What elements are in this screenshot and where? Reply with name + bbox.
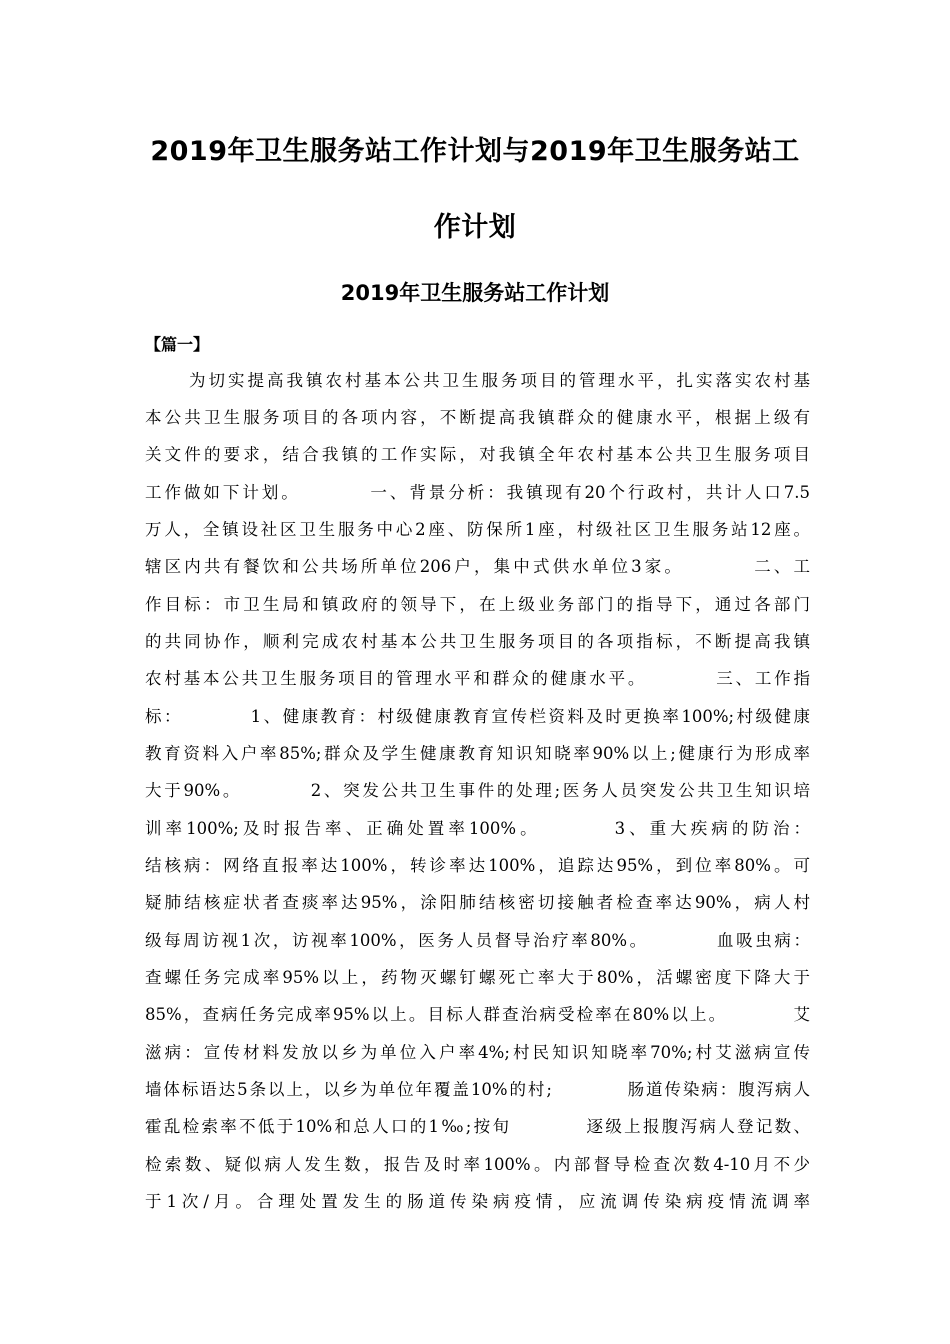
body-line: 教育资料入户率85%;群众及学生健康教育知识知晓率90%以上;健康行为形成率 [145, 744, 810, 763]
body-line: 标： 1、健康教育：村级健康教育宣传栏资料及时更换率100%;村级健康 [145, 707, 810, 726]
body-line: 大于90%。 2、突发公共卫生事件的处理;医务人员突发公共卫生知识培 [145, 781, 810, 800]
document-title-line-1: 2019年卫生服务站工作计划与2019年卫生服务站工 [150, 136, 800, 167]
body-line: 于1次/月。合理处置发生的肠道传染病疫情，应流调传染病疫情流调率 [145, 1192, 810, 1211]
body-line: 滋病：宣传材料发放以乡为单位入户率4%;村民知识知晓率70%;村艾滋病宣传 [145, 1043, 810, 1062]
body-line: 检索数、疑似病人发生数，报告及时率100%。内部督导检查次数4-10月不少 [145, 1155, 810, 1174]
body-line: 关文件的要求，结合我镇的工作实际，对我镇全年农村基本公共卫生服务项目 [145, 445, 810, 464]
body-line: 结核病：网络直报率达100%，转诊率达100%，追踪达95%，到位率80%。可 [145, 856, 810, 875]
body-line: 农村基本公共卫生服务项目的管理水平和群众的健康水平。 三、工作指 [145, 669, 810, 688]
body-line: 级每周访视1次，访视率100%，医务人员督导治疗率80%。 血吸虫病： [145, 931, 810, 950]
body-line: 霍乱检索率不低于10%和总人口的1‰;按旬 逐级上报腹泻病人登记数、 [145, 1117, 810, 1136]
body-line: 疑肺结核症状者查痰率达95%，涂阳肺结核密切接触者检查率达90%，病人村 [145, 893, 810, 912]
body-line: 85%，查病任务完成率95%以上。目标人群查治病受检率在80%以上。 艾 [145, 1005, 810, 1024]
body-line: 为切实提高我镇农村基本公共卫生服务项目的管理水平，扎实落实农村基 [189, 371, 810, 390]
body-line: 辖区内共有餐饮和公共场所单位206户，集中式供水单位3家。 二、工 [145, 557, 810, 576]
body-line: 本公共卫生服务项目的各项内容，不断提高我镇群众的健康水平，根据上级有 [145, 408, 810, 427]
body-line: 万人，全镇设社区卫生服务中心2座、防保所1座，村级社区卫生服务站12座。 [145, 520, 810, 539]
body-line: 工作做如下计划。 一、背景分析：我镇现有20个行政村，共计人口7.5 [145, 483, 810, 502]
document-title-line-2: 作计划 [433, 212, 517, 243]
section-subtitle: 2019年卫生服务站工作计划 [340, 281, 610, 305]
body-line: 作目标：市卫生局和镇政府的领导下，在上级业务部门的指导下，通过各部门 [145, 595, 810, 614]
body-line: 查螺任务完成率95%以上，药物灭螺钉螺死亡率大于80%，活螺密度下降大于 [145, 968, 810, 987]
section-label: 【篇一】 [145, 335, 210, 354]
body-line: 墙体标语达5条以上，以乡为单位年覆盖10%的村; 肠道传染病：腹泻病人 [145, 1080, 810, 1099]
body-line: 的共同协作，顺利完成农村基本公共卫生服务项目的各项指标，不断提高我镇 [145, 632, 810, 651]
body-line: 训率100%;及时报告率、正确处置率100%。 3、重大疾病的防治： [145, 819, 810, 838]
